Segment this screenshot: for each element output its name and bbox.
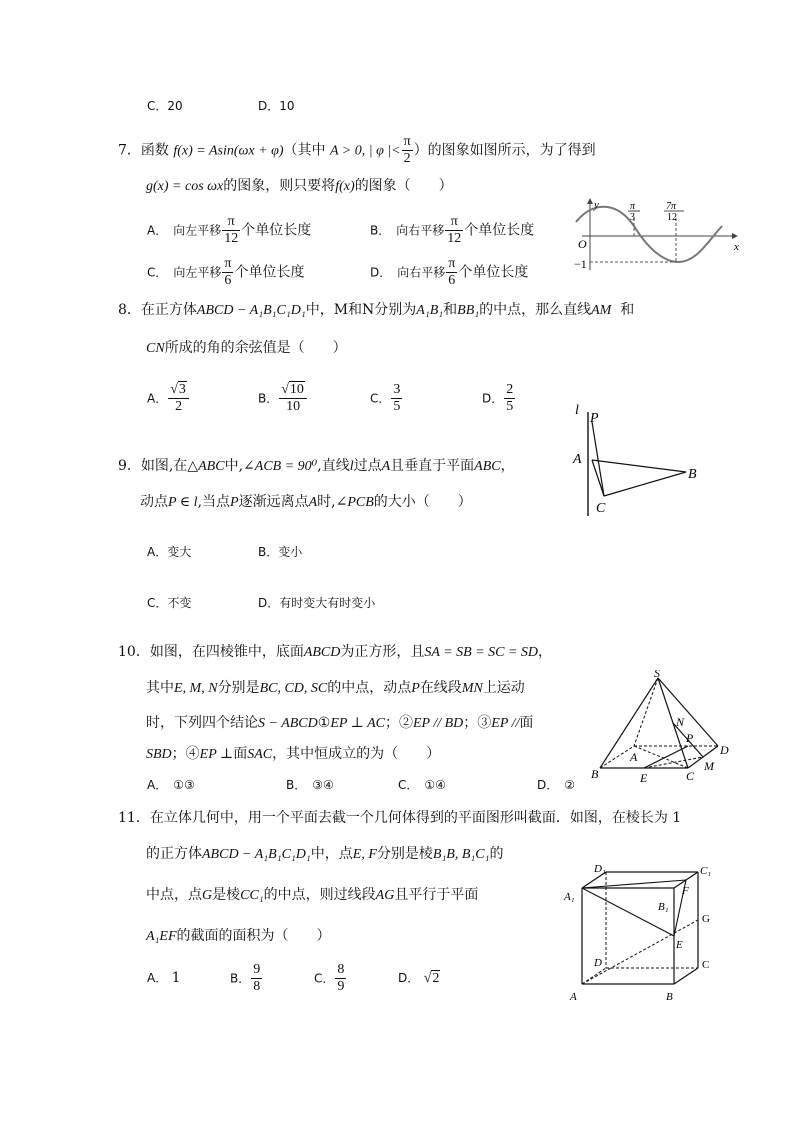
q11-label-a: A — [570, 991, 577, 1003]
q10-label-b: B — [591, 767, 599, 781]
graph-pi3-den: 3 — [630, 212, 635, 223]
q7-option-b: B． 向右平移 $\frac{\pi}{12}$ 个单位长度 — [370, 214, 535, 246]
q7-option-c: C． 向左平移 $\frac{\pi}{6}$ 个单位长度 — [147, 256, 305, 288]
q11-option-c: C． $\frac{8}{9}$ — [314, 962, 345, 994]
q7-line2: 的图象，则只要将 — [223, 178, 336, 194]
q10-label-m: M — [704, 759, 714, 773]
graph-7pi-den: 12 — [667, 212, 677, 223]
graph-origin: O — [578, 237, 587, 251]
q10-label-n: N — [676, 715, 685, 729]
q10-label-a: A — [630, 750, 638, 764]
q7-cond1: （其中 — [283, 142, 326, 159]
q7-stem-line1 — [118, 134, 596, 167]
q7-option-a: A． 向左平移 $\frac{\pi}{12}$ 个单位长度 — [147, 214, 312, 246]
q11-label-e: E — [676, 939, 683, 951]
q11-label-a1: A₁ — [564, 891, 575, 903]
q9-figure — [570, 400, 710, 520]
q8-option-a: A． $\frac{√3}{2}$ — [147, 382, 190, 415]
q10-label-d: D — [720, 743, 729, 757]
q9-label-l: l — [575, 403, 579, 418]
q10-option-b: B． ③④ — [286, 778, 334, 792]
q9-option-b: B．变小 — [258, 545, 303, 559]
q8-stem-line1: 8．在正方体ABCD − A₁B₁C₁D₁中，M和N分别为A₁B₁和BB₁的中点，那么直线AM 和 — [118, 302, 635, 318]
q10-option-c: C． ①④ — [398, 778, 446, 792]
q11-stem-line4: A₁EF的截面的面积为（ ） — [146, 928, 331, 944]
q11-cube-figure — [562, 860, 722, 1010]
q7-lead: 函数 — [140, 142, 169, 159]
q10-label-s: S — [654, 670, 660, 680]
q10-option-a: A． ①③ — [147, 778, 195, 792]
q7-cond3: ）的图象如图所示，为了得到 — [413, 142, 596, 159]
q11-label-f: F — [682, 885, 689, 897]
q7-option-d: D． 向右平移 $\frac{\pi}{6}$ 个单位长度 — [370, 256, 529, 288]
q11-option-d: D． √2 — [398, 971, 440, 986]
q10-label-e: E — [640, 771, 648, 785]
q6-option-d: D．10 — [258, 99, 295, 113]
q7-fx: f(x) — [335, 179, 355, 194]
q10-label-p: P — [686, 731, 694, 745]
q7-g: g(x) = cos ωx — [146, 179, 224, 194]
q10-stem-line4: SBD；④EP ⊥面SAC，其中恒成立的为（ ） — [146, 746, 441, 762]
q11-label-g: G — [702, 913, 710, 925]
q7-sine-graph — [572, 196, 744, 272]
graph-7pi-num: 7π — [666, 201, 677, 212]
graph-x-label: x — [734, 241, 739, 253]
q8-option-d: D． $\frac{2}{5}$ — [482, 382, 514, 414]
q10-label-c: C — [686, 769, 695, 783]
q11-label-b1: B₁ — [658, 901, 669, 913]
q7-cond2: A > 0, | φ |< — [329, 143, 401, 159]
q7-line2b: 的图象（ ） — [354, 178, 453, 194]
q11-label-c1: C₁ — [700, 865, 712, 877]
graph-pi3-num: π — [630, 201, 636, 212]
q8-stem-line2: CN所成的角的余弦值是（ ） — [146, 340, 347, 356]
q11-label-c: C — [702, 959, 710, 971]
q11-label-d: D — [594, 957, 602, 969]
graph-y-label: y — [594, 199, 599, 211]
q9-stem-line1: 9．如图,在△ABC中,∠ACB = 90⁰,直线l过点A且垂直于平面ABC， — [118, 458, 515, 474]
q8-option-b: B． $\frac{√10}{10}$ — [258, 382, 308, 415]
q11-option-a: A． 1 — [147, 970, 181, 986]
q10-option-d: D． ② — [537, 778, 575, 792]
q6-option-c: C．20 — [147, 99, 183, 113]
q10-pyramid-figure — [590, 670, 740, 788]
q9-stem-line2: 动点P ∈ l,当点P逐渐远离点A时,∠PCB的大小（ ） — [140, 494, 472, 510]
q10-stem-line1: 10．如图，在四棱锥中，底面ABCD为正方形，且SA = SB = SC = SD， — [118, 644, 553, 660]
q9-label-c: C — [596, 501, 606, 516]
q7-number: 7． — [118, 142, 141, 159]
q7-function: f(x) = Asin(ωx + φ) — [173, 143, 284, 159]
q9-label-a: A — [573, 452, 582, 467]
q11-stem-line2: 的正方体ABCD − A₁B₁C₁D₁中，点E, F分别是棱B₁B, B₁C₁的 — [146, 846, 504, 862]
q11-option-b: B． $\frac{9}{8}$ — [230, 962, 261, 994]
q10-stem-line3: 时，下列四个结论S − ABCD①EP ⊥ AC；②EP // BD；③EP //面 — [146, 715, 534, 731]
q9-option-a: A．变大 — [147, 545, 192, 559]
graph-neg1: −1 — [574, 257, 587, 271]
q11-stem-line3: 中点，点G是棱CC₁的中点，则过线段AG且平行于平面 — [146, 887, 479, 903]
q9-label-b: B — [688, 467, 697, 482]
q9-option-d: D．有时变大有时变小 — [258, 596, 376, 610]
q8-number: 8． — [118, 302, 141, 318]
q11-label-d1: D₁ — [594, 863, 606, 875]
q9-option-c: C．不变 — [147, 596, 192, 610]
q10-stem-line2: 其中E, M, N分别是BC, CD, SC的中点，动点P在线段MN上运动 — [146, 680, 525, 696]
q7-stem-line2 — [146, 176, 453, 197]
q8-option-c: C． $\frac{3}{5}$ — [370, 382, 401, 414]
q11-stem-line1: 11．在立体几何中，用一个平面去截一个几何体得到的平面图形叫截面．如图，在棱长为 1 — [118, 810, 682, 826]
q11-label-b: B — [666, 991, 673, 1003]
q7-pi-over-2: $\frac{\pi}{2}$ — [403, 134, 411, 166]
q8-cube: ABCD − A₁B₁C₁D₁ — [196, 303, 306, 318]
q9-label-p: P — [590, 411, 599, 426]
